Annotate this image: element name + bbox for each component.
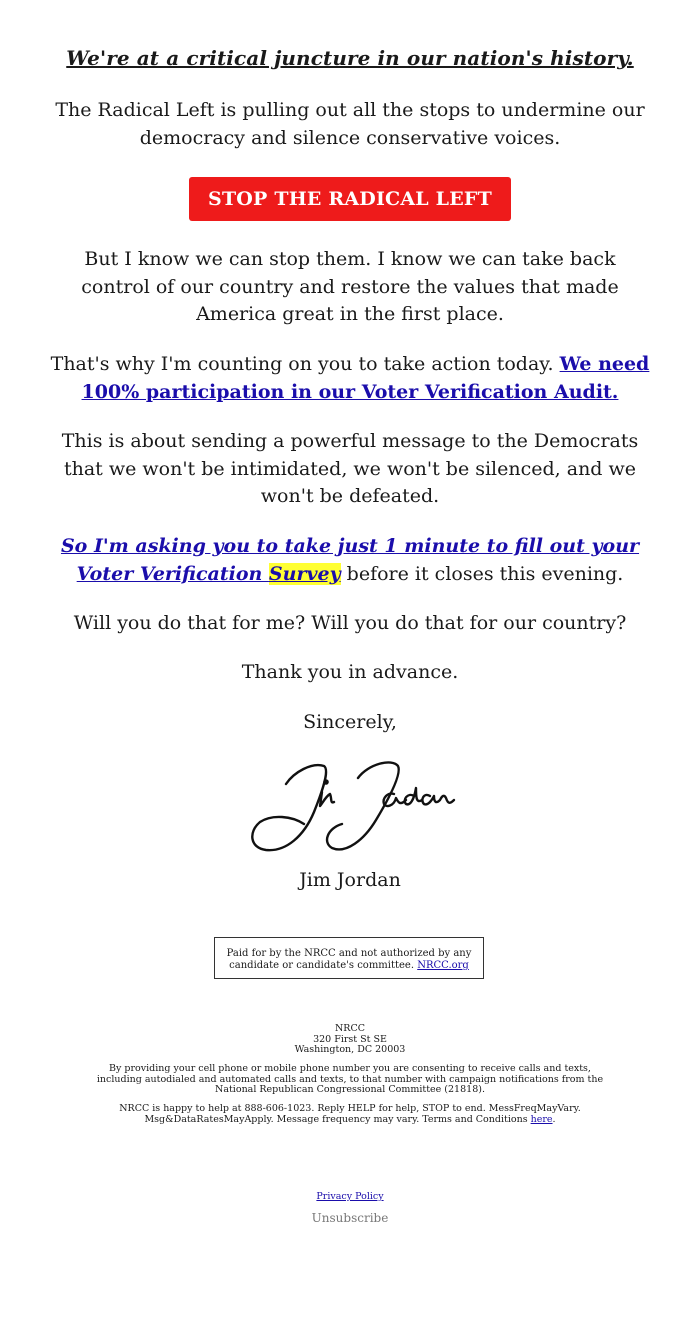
footer-help-end: .	[552, 1113, 556, 1125]
paragraph-intro: The Radical Left is pulling out all the stops to undermine our democracy and silence conservative voices.	[55, 99, 645, 149]
paragraph-action	[50, 351, 650, 406]
signature-image	[246, 752, 456, 858]
nrcc-org-link[interactable]: NRCC.org	[417, 960, 469, 971]
signature-name: Jim Jordan	[299, 869, 401, 891]
voter-audit-link[interactable]: We need 100% participation in our Voter Verification Audit.	[81, 353, 650, 403]
survey-link-highlight: Survey	[268, 562, 341, 585]
paragraph-question: Will you do that for me? Will you do that for our country?	[73, 612, 627, 634]
footer-help-text: NRCC is happy to help at 888-606-1023. Reply HELP for help, STOP to end. MessFreqMayVary. Msg&DataRatesMayApply. Message frequency may vary. Terms and Conditions	[119, 1103, 581, 1125]
disclaimer-text: Paid for by the NRCC and not authorized by any candidate or candidate's committee.	[226, 948, 472, 971]
paid-for-disclaimer	[214, 937, 484, 979]
footer-address	[0, 1024, 700, 1056]
footer-help	[95, 1104, 605, 1125]
footer-street: 320 First St SE	[313, 1033, 387, 1045]
footer-city: Washington, DC 20003	[294, 1044, 406, 1055]
unsubscribe-link[interactable]: Unsubscribe	[311, 1211, 389, 1225]
paragraph-message: This is about sending a powerful message to the Democrats that we won't be intimidated, we won't be silenced, and we won't be defeated.	[61, 430, 639, 507]
privacy-policy-link[interactable]: Privacy Policy	[316, 1191, 384, 1202]
paragraph-hope: But I know we can stop them. I know we can take back control of our country and restore the values that made America great in the first place.	[81, 248, 619, 325]
privacy-container	[0, 1191, 700, 1202]
stop-radical-left-button[interactable]: STOP THE RADICAL LEFT	[189, 177, 511, 221]
terms-link[interactable]: here	[530, 1113, 553, 1125]
footer-org: NRCC	[334, 1023, 365, 1034]
footer-consent: By providing your cell phone or mobile phone number you are consenting to receive calls and texts, including autodialed and automated calls and texts, to that number with campaign notifications from the National Republican Congressional Committee (21818).	[96, 1063, 604, 1095]
paragraph-action-text: That's why I'm counting on you to take action today.	[50, 353, 560, 375]
cta-container	[0, 177, 700, 221]
paragraph-survey-text: before it closes this evening.	[340, 562, 624, 585]
paragraph-thanks: Thank you in advance.	[241, 661, 459, 683]
headline: We're at a critical juncture in our nation's history.	[66, 46, 634, 70]
closing: Sincerely,	[303, 711, 397, 733]
survey-link-text: So I'm asking you to take just 1 minute to fill out your Voter Verification	[60, 535, 640, 585]
paragraph-survey	[50, 533, 650, 588]
